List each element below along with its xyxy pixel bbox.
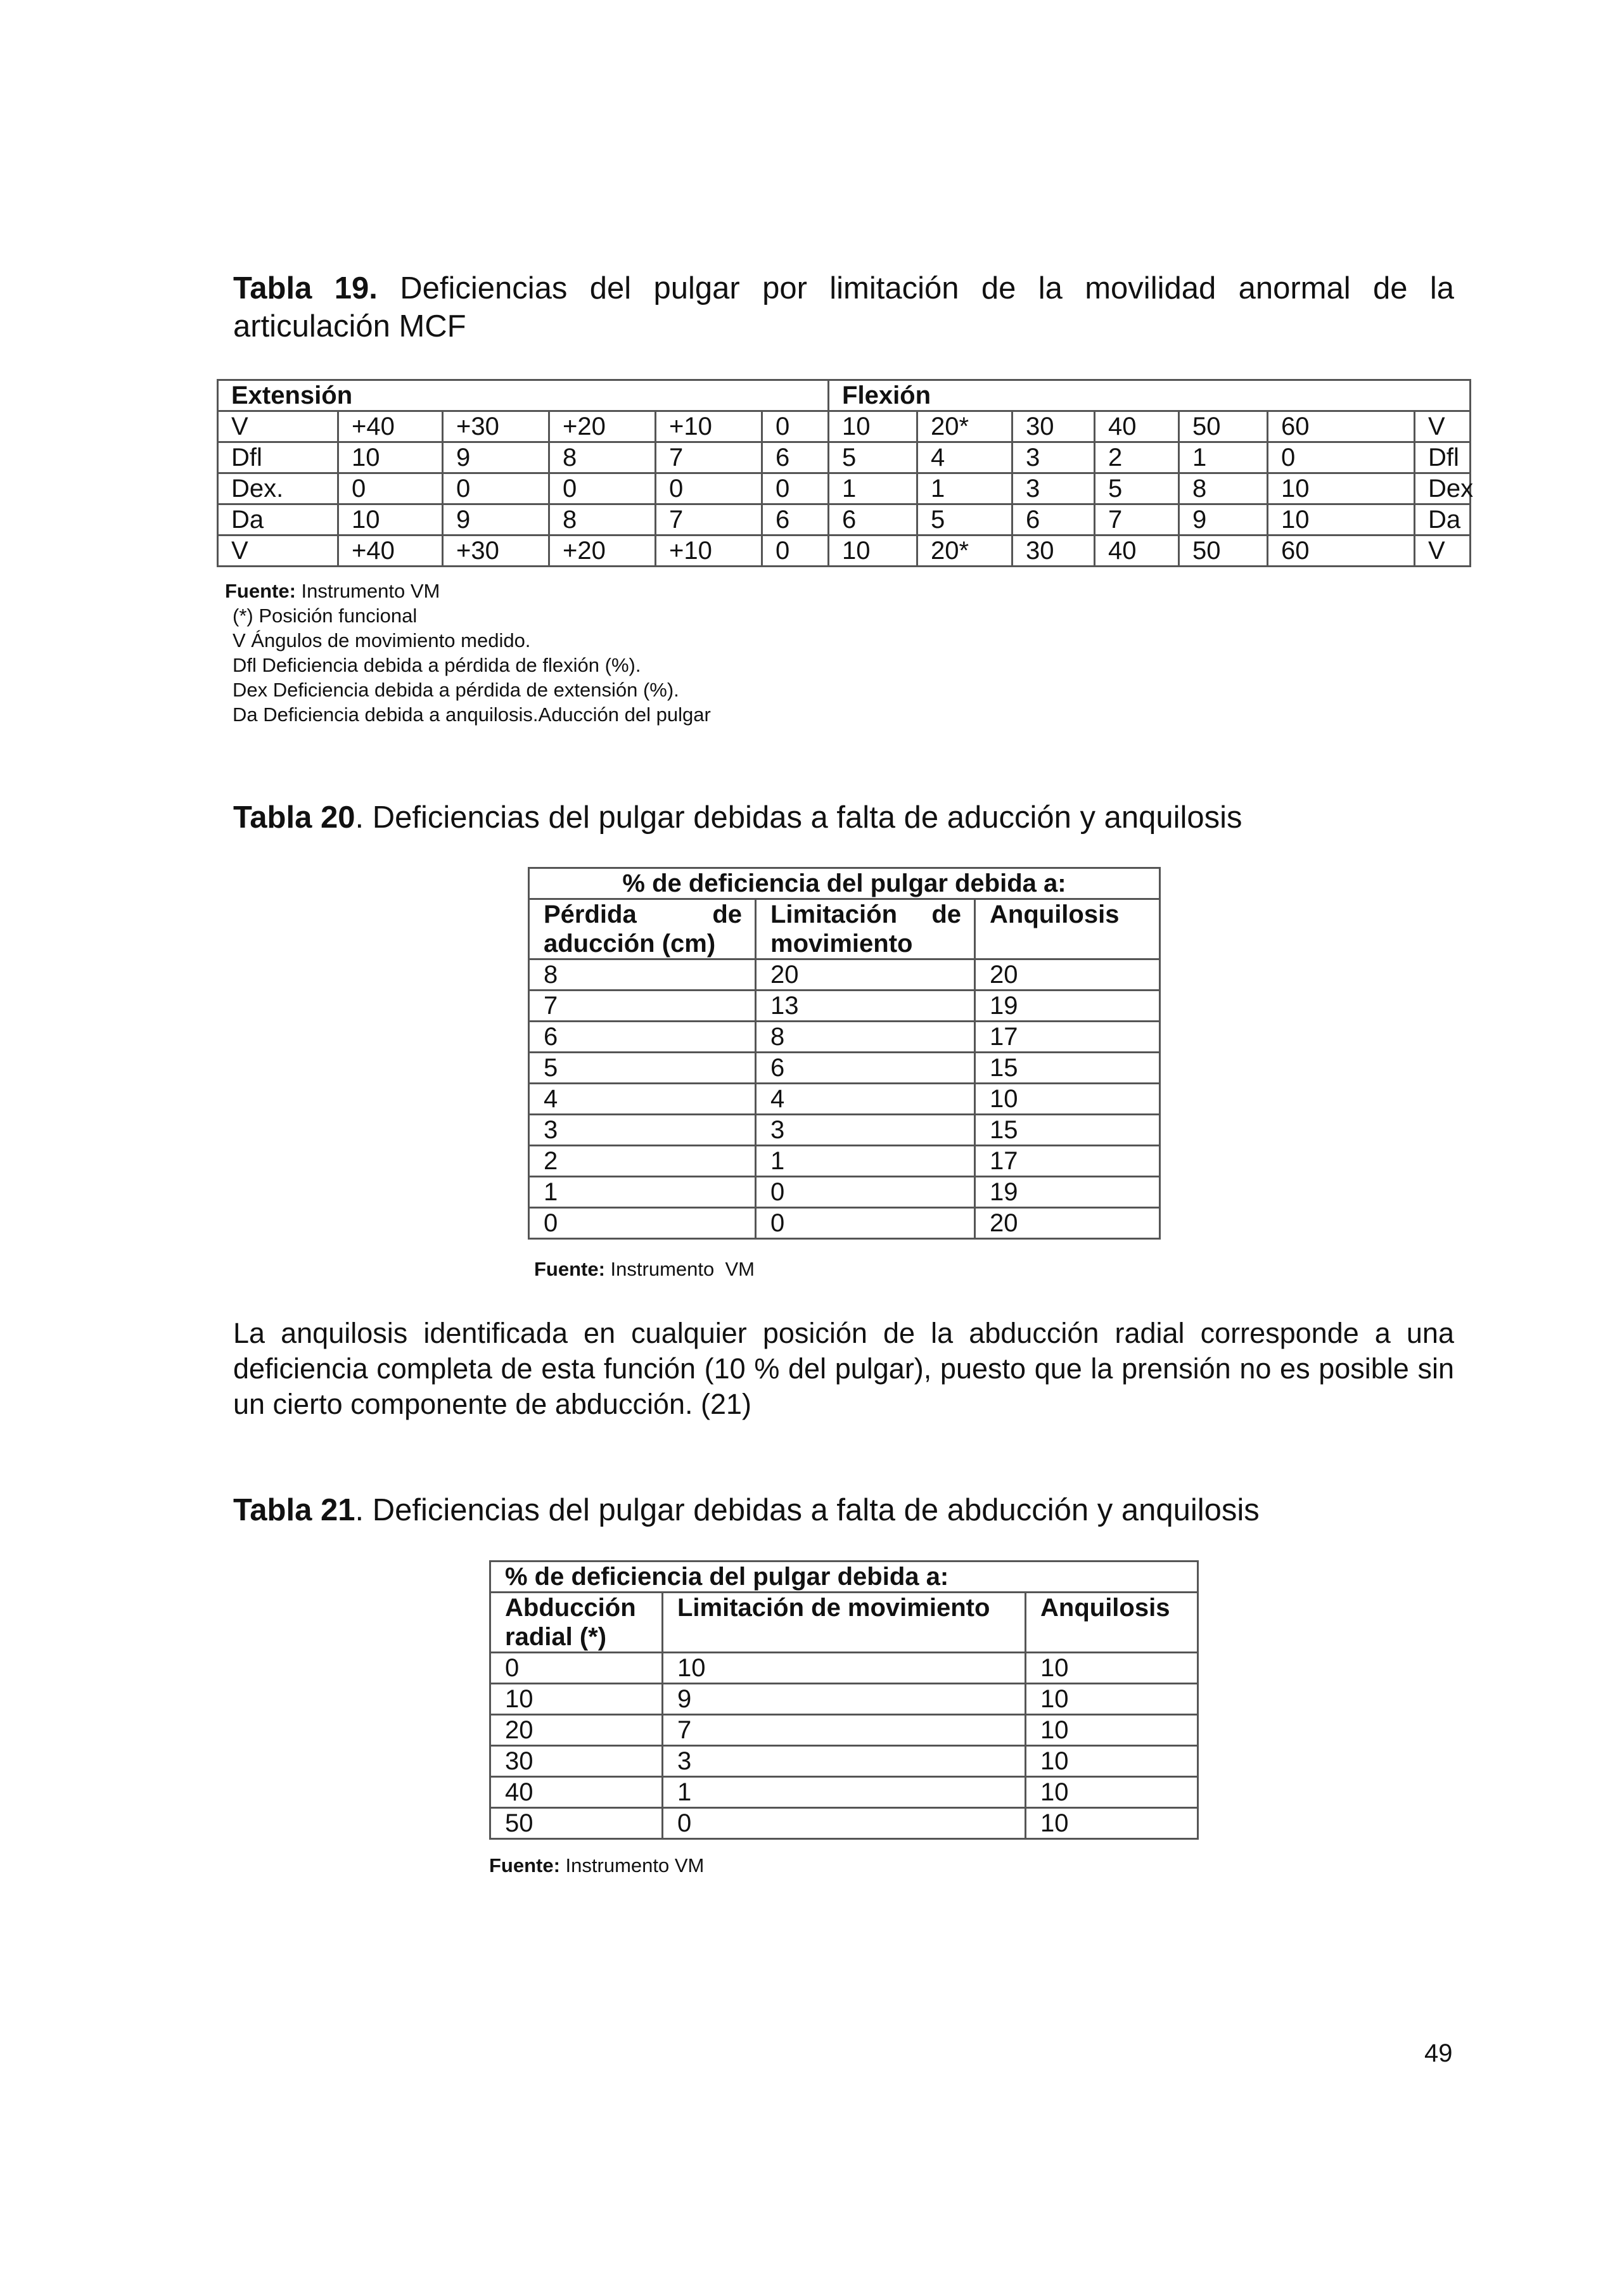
table-cell: 0 [663,1808,1026,1839]
table-cell: 9 [443,504,549,536]
table-cell: 13 [756,991,975,1022]
table-cell: 8 [756,1022,975,1053]
table-cell: 5 [829,442,917,473]
table-cell: Da [1415,504,1471,536]
table-cell: 20* [917,411,1012,442]
table-cell: 0 [762,411,829,442]
col-header-anquilosis: Anquilosis [1026,1593,1198,1653]
source-text: Instrumento VM [559,1854,705,1876]
table-cell: 1 [917,473,1012,504]
table-cell: 10 [1026,1684,1198,1715]
table-19-note: (*) Posición funcional [233,605,418,627]
col-header-line: movimiento [770,930,913,958]
table-row [529,991,1160,1022]
table-cell: 10 [338,504,443,536]
table-cell: 3 [756,1115,975,1146]
table-row [490,1777,1198,1808]
table-cell: +40 [338,411,443,442]
table-row [529,1084,1160,1115]
page-number: 49 [1424,2039,1453,2067]
table-cell: 20 [975,1208,1160,1239]
table-cell: 30 [490,1746,663,1777]
table-row [490,1684,1198,1715]
table-cell: Dex [1415,473,1471,504]
table-row [490,1808,1198,1839]
table-cell: 6 [762,504,829,536]
table-row [218,473,1471,504]
table-cell: 8 [529,959,756,991]
table-cell: 10 [663,1653,1026,1684]
table-cell: 7 [656,504,762,536]
table-cell: 0 [490,1653,663,1684]
table-cell: +20 [549,411,656,442]
col-header-line [770,900,974,929]
table-19-caption-label: Tabla 19. [233,271,378,305]
table-21-title-row [490,1562,1198,1593]
table-cell: 1 [663,1777,1026,1808]
table-cell: V [1415,411,1471,442]
table-cell: 0 [756,1177,975,1208]
table-cell: 6 [529,1022,756,1053]
table-cell: 8 [549,504,656,536]
table-row [490,1746,1198,1777]
table-cell: 4 [917,442,1012,473]
table-cell: 3 [529,1115,756,1146]
table-cell: 19 [975,991,1160,1022]
table-20-header-row [529,899,1160,959]
table-20-caption-label: Tabla 20 [233,800,355,835]
table-cell: 10 [829,536,917,567]
table-cell: 8 [1179,473,1268,504]
table-cell: 6 [762,442,829,473]
table-19-source [225,579,711,603]
table-cell: +10 [656,536,762,567]
source-label: Fuente: [489,1854,560,1876]
table-21-caption [233,1491,1454,1529]
table-cell: 3 [1012,442,1095,473]
col-header-line: aducción (cm) [544,930,716,958]
table-cell: 60 [1268,536,1415,567]
table-cell: 10 [490,1684,663,1715]
table-cell: 10 [1026,1715,1198,1746]
table-cell: 9 [663,1684,1026,1715]
table-cell: 8 [549,442,656,473]
table-21-source [489,1853,704,1878]
table-cell: 60 [1268,411,1415,442]
flexion-header: Flexión [829,380,1471,411]
table-row [529,1022,1160,1053]
table-cell: 4 [529,1084,756,1115]
table-cell: 7 [1095,504,1179,536]
source-text: Instrumento VM [604,1258,755,1280]
table-20-source [534,1257,755,1281]
table-cell: 0 [756,1208,975,1239]
table-cell: 10 [1026,1746,1198,1777]
table-cell: +10 [656,411,762,442]
table-cell: 40 [1095,536,1179,567]
table-cell: 0 [549,473,656,504]
source-label: Fuente: [534,1258,605,1280]
table-cell: 40 [1095,411,1179,442]
table-21-caption-label: Tabla 21 [233,1493,355,1527]
table-cell: 20 [490,1715,663,1746]
table-cell: 0 [762,473,829,504]
table-cell: 20 [975,959,1160,991]
table-cell: 30 [1012,411,1095,442]
col-header-limitacion: Limitación de movimiento [663,1593,1026,1653]
table-cell: 2 [529,1146,756,1177]
table-cell: +30 [443,536,549,567]
table-cell: 9 [443,442,549,473]
table-cell: 1 [1179,442,1268,473]
table-cell: 6 [756,1053,975,1084]
table-19-note: Dex Deficiencia debida a pérdida de extensión (%). [233,679,679,701]
col-header-word: Pérdida [544,901,637,928]
table-cell: 10 [1268,473,1415,504]
table-19-note: Dfl Deficiencia debida a pérdida de flexión (%). [233,654,641,676]
table-cell: 2 [1095,442,1179,473]
table-cell: 10 [1026,1777,1198,1808]
table-cell: 20* [917,536,1012,567]
table-cell: 10 [1268,504,1415,536]
table-cell: 10 [1026,1653,1198,1684]
table-cell: +40 [338,536,443,567]
col-header-perdida-aduccion [529,899,756,959]
col-header-anquilosis: Anquilosis [975,899,1160,959]
table-cell: 10 [975,1084,1160,1115]
table-21 [489,1560,1199,1840]
source-label: Fuente: [225,580,296,602]
table-cell: 7 [663,1715,1026,1746]
table-20-caption [233,798,1454,837]
table-cell: 7 [529,991,756,1022]
table-cell: 15 [975,1115,1160,1146]
table-19 [217,379,1474,567]
table-cell: 4 [756,1084,975,1115]
table-cell: 1 [829,473,917,504]
table-cell: 6 [829,504,917,536]
col-header-word: Limitación [770,901,898,928]
table-19-notes [225,579,711,727]
table-cell: 10 [338,442,443,473]
table-row [529,1177,1160,1208]
table-cell: 50 [1179,536,1268,567]
table-row [529,1053,1160,1084]
table-cell: 40 [490,1777,663,1808]
body-paragraph: La anquilosis identificada en cualquier posición de la abducción radial corresponde a una deficiencia completa de esta función (10 % del pulgar), puesto que la prensión no es posible sin un cierto componente de abducción. (21) [233,1317,1454,1420]
col-header-line [544,900,755,929]
table-cell: 17 [975,1022,1160,1053]
col-header-limitacion [756,899,975,959]
table-20-title-row [529,868,1160,899]
table-cell: 5 [529,1053,756,1084]
table-row [218,411,1471,442]
table-19-header-row [218,380,1471,411]
table-20 [528,867,1161,1240]
table-cell: 0 [529,1208,756,1239]
table-row [218,504,1471,536]
col-header-word: de [931,901,961,928]
table-row [529,1115,1160,1146]
table-cell: Da [218,504,338,536]
col-header-abduccion-radial: Abducción radial (*) [490,1593,663,1653]
table-cell: 0 [338,473,443,504]
table-cell: 0 [656,473,762,504]
table-21-title: % de deficiencia del pulgar debida a: [490,1562,1198,1593]
table-cell: 1 [529,1177,756,1208]
table-cell: 20 [756,959,975,991]
extension-header: Extensión [218,380,829,411]
table-cell: 0 [762,536,829,567]
table-cell: 10 [829,411,917,442]
table-cell: V [218,536,338,567]
table-19-note: Da Deficiencia debida a anquilosis.Aducción del pulgar [233,703,711,726]
table-row [490,1715,1198,1746]
table-row [218,442,1471,473]
table-row [529,959,1160,991]
table-cell: V [1415,536,1471,567]
table-cell: 7 [656,442,762,473]
table-cell: V [218,411,338,442]
table-cell: Dfl [218,442,338,473]
table-row [529,1208,1160,1239]
table-cell: 5 [1095,473,1179,504]
table-20-title: % de deficiencia del pulgar debida a: [529,868,1160,899]
table-row [218,536,1471,567]
table-20-caption-text: . Deficiencias del pulgar debidas a falta de aducción y anquilosis [355,800,1242,835]
table-cell: 15 [975,1053,1160,1084]
table-cell: 50 [490,1808,663,1839]
table-19-note: V Ángulos de movimiento medido. [233,629,531,651]
table-cell: 50 [1179,411,1268,442]
table-cell: 5 [917,504,1012,536]
col-header-word: de [712,901,742,928]
table-cell: Dfl [1415,442,1471,473]
table-cell: 0 [443,473,549,504]
table-19-caption [233,269,1454,345]
table-19-caption-text: Deficiencias del pulgar por limitación de la movilidad anormal de la articulación MCF [233,271,1454,343]
table-cell: 10 [1026,1808,1198,1839]
table-cell: Dex. [218,473,338,504]
source-text: Instrumento VM [295,580,440,602]
table-cell: 17 [975,1146,1160,1177]
table-cell: 1 [756,1146,975,1177]
table-cell: 6 [1012,504,1095,536]
table-row [490,1653,1198,1684]
table-cell: +30 [443,411,549,442]
table-cell: 30 [1012,536,1095,567]
table-cell: 19 [975,1177,1160,1208]
table-21-caption-text: . Deficiencias del pulgar debidas a falta de abducción y anquilosis [355,1493,1260,1527]
table-row [529,1146,1160,1177]
table-21-header-row [490,1593,1198,1653]
table-cell: 3 [663,1746,1026,1777]
table-cell: 9 [1179,504,1268,536]
table-cell: +20 [549,536,656,567]
table-cell: 3 [1012,473,1095,504]
table-cell: 0 [1268,442,1415,473]
